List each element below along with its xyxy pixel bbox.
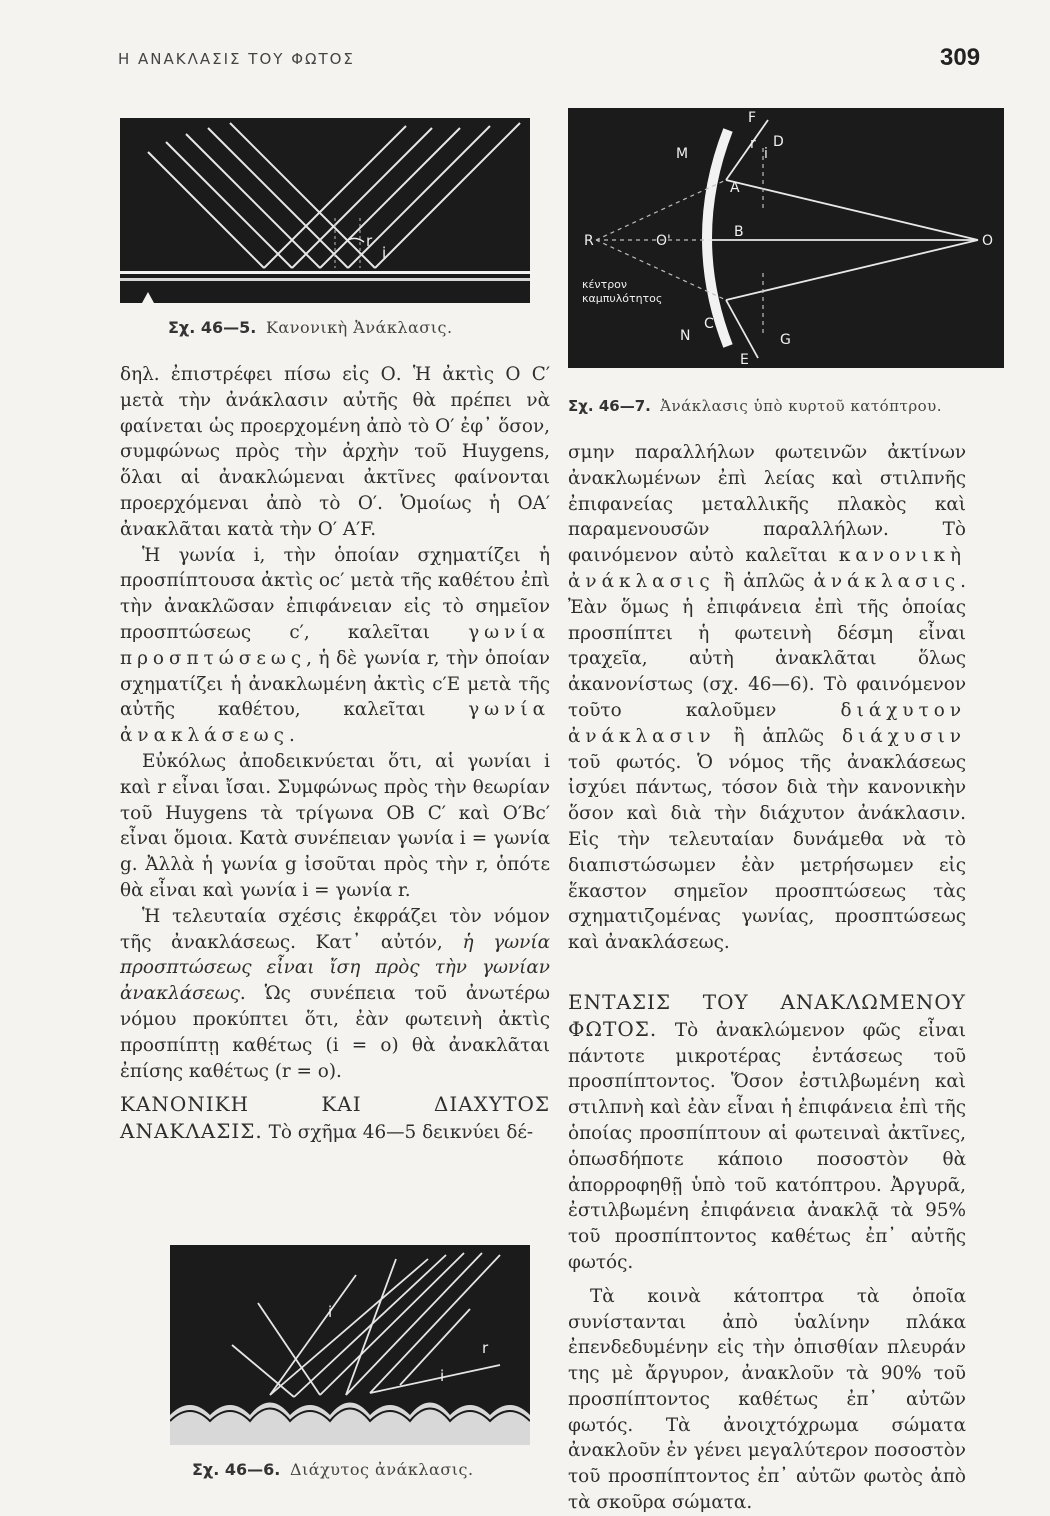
figure-diffuse-reflection — [170, 1245, 530, 1445]
right-paragraph-3: Τὰ κοινὰ κάτοπτρα τὰ ὁποῖα συνίστανται ἀπὸ ὑαλίνην πλάκα ἐπενδεδυμένην εἰς τὴν ὀπισθίαν πλευράν της μὲ ἄργυρον, ἀνακλοῦν τὰ 90% τοῦ προσπίπτοντος καθέτως ἐπ᾽ αὐτῶν φωτός. Τὰ ἀνοιχτόχρωμα σώματα ἀνακλοῦν ἐν γένει μεγαλύτερον ποσοστὸν τοῦ προσπίπτοντος ἐπ᾽ αὐτῶν φωτὸς ἀπὸ τὰ σκοῦρα σώματα. — [568, 1285, 966, 1514]
fig7-mark-center-line2: καμπυλότητος — [582, 292, 663, 305]
left-paragraph-4: Ἡ τελευταία σχέσις ἐκφράζει τὸν νόμον τῆς ἀνακλάσεως. Κατ᾽ αὐτόν, ἡ γωνία προσπτώσεως εἶναι ἴση πρὸς τὴν γωνίαν ἀνακλάσεως. Ὡς συνέπεια τοῦ ἀνωτέρω νόμου προκύπτει ὅτι, ἐὰν φωτεινὴ ἀκτὶς προσπίπτῃ καθέτως (i = o) θὰ ἀνακλᾶται ἐπίσης καθέτως (r = o). — [120, 905, 550, 1082]
left-column — [120, 362, 550, 1146]
right-section-heading: ΕΝΤΑΣΙΣ ΤΟΥ ΑΝΑΚΛΩΜΕΝΟΥ ΦΩΤΟΣ. Τὸ ἀνακλώμενον φῶς εἶναι πάντοτε μικροτέρας ἐντάσεως τοῦ προσπίπτοντος. Ὅσον ἐστιλβωμένη καὶ στιλπνὴ καὶ ἐὰν εἶναι ἡ ἐπιφάνεια ἐπὶ τῆς ὁποίας προσπίπτουν αἱ φωτειναὶ ἀκτῖνες, ὁπωσδήποτε κάποιο ποσοστὸν θὰ ἀπορροφηθῇ ὑπὸ τοῦ κατόπτρου. Ἀργυρᾶ, ἐστιλβωμένη ἐπιφάνεια ἀνακλᾷ τὰ 95% τοῦ προσπίπτοντος καθέτως ἐπ᾽ αὐτῆς φωτός. — [568, 989, 966, 1273]
fig6-mark-i-left: i — [328, 1303, 333, 1321]
page-number: 309 — [940, 44, 981, 71]
diffuse-reflection-diagram — [170, 1245, 530, 1445]
fig7-mark-A: A — [730, 180, 740, 196]
fig7-mark-E: E — [740, 352, 749, 368]
left-paragraph-1: δηλ. ἐπιστρέφει πίσω εἰς Ο. Ἡ ἀκτὶς Ο C′ μετὰ τὴν ἀνάκλασιν αὐτῆς θὰ πρέπει νὰ φαίνεται ὡς προερχομένη ἀπὸ τὸ Ο′ ἐφ᾽ ὅσον, συμφώνως πρὸς τὴν ἀρχὴν τοῦ Huygens, ὅλαι αἱ ἀνακλώμεναι ἀκτῖνες φαίνονται προερχόμεναι ἀπὸ τὸ Ο′. Ὁμοίως ἡ ΟΑ′ ἀνακλᾶται κατὰ τὴν Ο′ Α′F. — [120, 364, 550, 540]
regular-reflection-diagram — [120, 118, 530, 303]
right-paragraph-1: σμην παραλλήλων φωτεινῶν ἀκτίνων ἀνακλωμένων ἐπὶ λείας καὶ στιλπνῆς ἐπιφανείας μεταλλικῆς πλακὸς καὶ παραμενουσῶν παραλλήλων. Τὸ φαινόμενον αὐτὸ καλεῖται κανονικὴ ἀνάκλασις ἢ ἁπλῶς ἀνάκλασις. Ἐὰν ὅμως ἡ ἐπιφάνεια ἐπὶ τῆς ὁποίας προσπίπτει ἡ φωτεινὴ δέσμη εἶναι τραχεῖα, αὐτὴ ἀνακλᾶται ὅλως ἀκανονίστως (σχ. 46—6). Τὸ φαινόμενον τοῦτο καλοῦμεν διάχυτον ἀνάκλασιν ἢ ἁπλῶς διάχυσιν τοῦ φωτός. Ὁ νόμος τῆς ἀνακλάσεως ἰσχύει πάντως, τόσον διὰ τὴν κανονικὴν ὅσον καὶ διὰ τὴν διάχυτον ἀνάκλασιν. Εἰς τὴν τελευταίαν δυνάμεθα νὰ τὸ διαπιστώσωμεν ἐὰν μετρήσωμεν εἰς ἕκαστον σημεῖον προσπτώσεως τὰς σχηματιζομένας γωνίας, προσπτώσεως καὶ ἀνακλάσεως. — [568, 442, 966, 954]
left-section-heading: ΚΑΝΟΝΙΚΗ ΚΑΙ ΔΙΑΧΥΤΟΣ ΑΝΑΚΛΑΣΙΣ. Τὸ σχῆμα 46—5 δεικνύει δέ- — [120, 1092, 550, 1144]
fig7-mark-C: C — [704, 316, 714, 332]
fig7-mark-G: G — [780, 332, 791, 348]
fig7-mark-R: R — [584, 233, 594, 249]
right-column — [568, 440, 966, 1516]
figure-46-7-caption: Σχ. 46—7. Ἀνάκλασις ὑπὸ κυρτοῦ κατόπτρου. — [568, 397, 943, 415]
fig7-mark-N: N — [680, 328, 691, 344]
running-header: Η ΑΝΑΚΛΑΣΙΣ ΤΟΥ ΦΩΤΟΣ — [118, 50, 355, 68]
figure-regular-reflection — [120, 118, 530, 303]
left-paragraph-2: Ἡ γωνία i, τὴν ὁποίαν σχηματίζει ἡ προσπίπτουσα ἀκτὶς oc′ μετὰ τῆς καθέτου ἐπὶ τὴν ἀνακλῶσαν ἐπιφάνειαν εἰς τὸ σημεῖον προσπτώσεως c′, καλεῖται γωνία προσπτώσεως, ἡ δὲ γωνία r, τὴν ὁποίαν σχηματίζει ἡ ἀνακλωμένη ἀκτὶς c′E μετὰ τῆς αὐτῆς καθέτου, καλεῖται γωνία ἀνακλάσεως. — [120, 544, 550, 747]
fig6-mark-i-right: i — [440, 1367, 445, 1385]
figure-46-7-label: Σχ. 46—7. — [568, 397, 651, 415]
fig7-mark-B: B — [734, 224, 744, 240]
fig7-mark-center-line1: κέντρον — [582, 278, 628, 291]
fig7-mark-M: M — [676, 146, 689, 162]
fig7-mark-i: i — [764, 146, 768, 162]
figure-46-6-label: Σχ. 46—6. — [192, 1460, 281, 1479]
figure-46-5-label: Σχ. 46—5. — [168, 318, 257, 337]
fig7-mark-r: r — [750, 136, 756, 152]
figure-46-6-caption: Σχ. 46—6. Διάχυτος ἀνάκλασις. — [192, 1460, 474, 1479]
figure-convex-mirror — [568, 108, 1004, 368]
fig7-mark-O: O — [982, 233, 994, 249]
left-paragraph-3: Εὐκόλως ἀποδεικνύεται ὅτι, αἱ γωνίαι i καὶ r εἶναι ἴσαι. Συμφώνως πρὸς τὴν θεωρίαν τοῦ Huygens τὰ τρίγωνα ΟΒ C′ καὶ Ο′Βc′ εἶναι ὅμοια. Κατὰ συνέπειαν γωνία i = γωνία g. Ἀλλὰ ἡ γωνία g ἰσοῦται πρὸς τὴν r, ὁπότε θὰ εἶναι καὶ γωνία i = γωνία r. — [120, 750, 550, 901]
fig7-mark-F: F — [748, 110, 757, 126]
fig7-mark-D: D — [773, 134, 784, 150]
convex-mirror-diagram — [568, 108, 1004, 368]
fig5-mark-r: r — [366, 232, 373, 250]
fig7-mark-O-prime: O' — [656, 233, 671, 249]
figure-46-5-caption: Σχ. 46—5. Κανονικὴ Ἀνάκλασις. — [168, 318, 453, 337]
fig6-mark-r-right: r — [482, 1339, 489, 1357]
fig5-mark-i: i — [382, 244, 387, 262]
